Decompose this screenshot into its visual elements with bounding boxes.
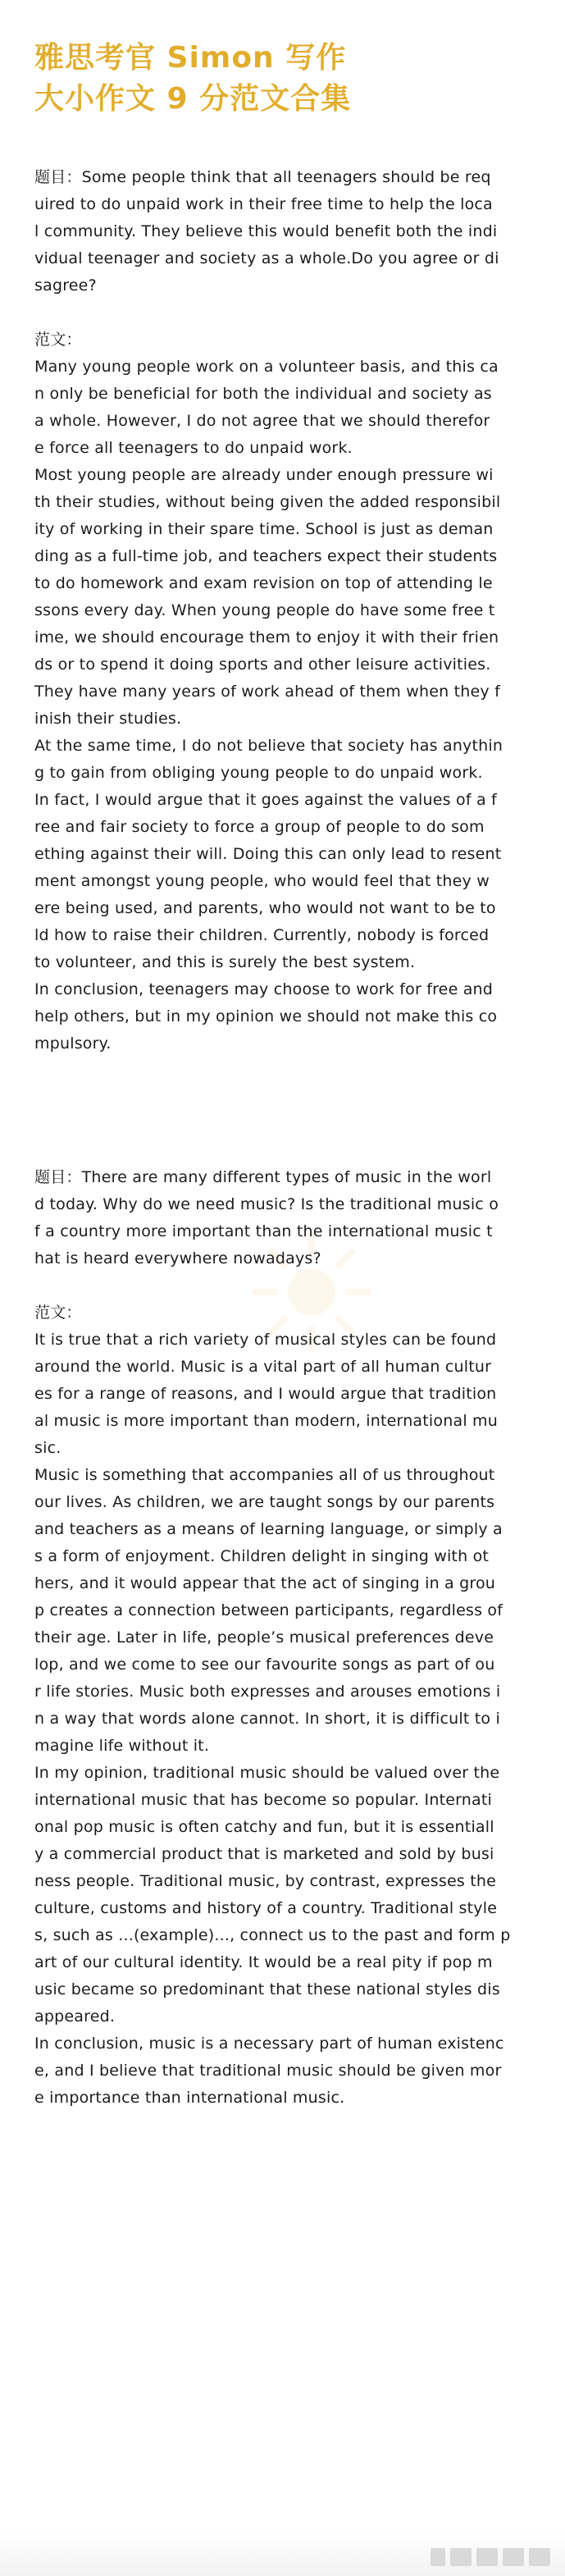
body-line: e, and I believe that traditional music should be given mor [34,2062,502,2080]
body-line: In my opinion, traditional music should be valued over the [34,1764,500,1782]
body-line: ds or to spend it doing sports and other leisure activities. [34,655,491,674]
body-line: e importance than international music. [34,2089,345,2107]
essay-1-prompt [34,164,535,299]
prompt-line: uired to do unpaid work in their free time to help the loca [34,195,493,213]
toolbar-icon[interactable] [529,2548,550,2566]
body-line: hers, and it would appear that the act of singing in a grou [34,1574,496,1592]
body-line: th their studies, without being given the added responsibil [34,493,501,511]
body-line: inish their studies. [34,710,182,728]
body-line: usic became so predominant that these national styles dis [34,1980,500,1998]
body-line: es for a range of reasons, and I would argue that tradition [34,1385,497,1403]
body-line: In fact, I would argue that it goes against the values of a f [34,791,497,809]
essay-2-body [34,1327,535,2112]
body-line: our lives. As children, we are taught songs by our parents [34,1493,495,1511]
essay-content [34,164,535,2112]
body-line: around the world. Music is a vital part of all human cultur [34,1358,492,1376]
body-line: and teachers as a means of learning language, or simply a [34,1520,503,1538]
toolbar-icon[interactable] [503,2548,524,2566]
body-line: ere being used, and parents, who would not want to be to [34,899,496,917]
body-line: y a commercial product that is marketed and sold by busi [34,1845,494,1863]
bottom-bar [0,2533,565,2576]
body-line: international music that has become so popular. Internati [34,1791,492,1809]
prompt-line: 题目：There are many different types of music in the worl [34,1168,492,1186]
prompt-line: hat is heard everywhere nowadays? [34,1249,321,1267]
body-line: s a form of enjoyment. Children delight in singing with ot [34,1547,490,1565]
body-line: They have many years of work ahead of them when they f [34,683,500,701]
body-line: ity of working in their spare time. School is just as deman [34,520,494,538]
body-line: s, such as ...(example)..., connect us to the past and form p [34,1926,511,1944]
body-line: r life stories. Music both expresses and arouses emotions i [34,1683,501,1701]
body-line: ething against their will. Doing this can only lead to resent [34,845,502,863]
essay-2-prompt [34,1164,535,1272]
body-line: ding as a full-time job, and teachers expect their students [34,547,498,565]
body-line: p creates a connection between participants, regardless of [34,1601,503,1619]
body-line: help others, but in my opinion we should not make this co [34,1007,498,1025]
prompt-line: l community. They believe this would benefit both the indi [34,222,498,240]
body-line: sic. [34,1439,62,1457]
body-line: Music is something that accompanies all of us throughout [34,1466,495,1484]
body-line: n only be beneficial for both the individual and society as [34,385,492,403]
toolbar-icon[interactable] [431,2548,445,2566]
title-line-2: 大小作文 9 分范文合集 [34,82,352,116]
body-line: e force all teenagers to do unpaid work. [34,439,353,457]
prompt-line: sagree? [34,276,97,295]
body-line: ssons every day. When young people do have some free t [34,601,495,619]
essay-1-body [34,354,535,1057]
body-line: magine life without it. [34,1737,210,1755]
body-line: to do homework and exam revision on top of attending le [34,574,493,592]
body-line: art of our cultural identity. It would be a real pity if pop m [34,1953,493,1971]
body-line: ime, we should encourage them to enjoy it with their frien [34,628,499,646]
body-line: It is true that a rich variety of musical styles can be found [34,1331,497,1349]
body-line: mpulsory. [34,1035,112,1053]
title-line-1: 雅思考官 Simon 写作 [34,41,347,75]
body-line: al music is more important than modern, international mu [34,1412,498,1430]
body-line: Many young people work on a volunteer basis, and this ca [34,358,499,376]
body-line: culture, customs and history of a country. Traditional style [34,1899,498,1917]
prompt-line: vidual teenager and society as a whole.Do you agree or di [34,249,499,267]
body-line: n a way that words alone cannot. In short, it is difficult to i [34,1710,500,1728]
prompt-line: 题目：Some people think that all teenagers should be req [34,168,491,186]
body-line: g to gain from obliging young people to do unpaid work. [34,764,483,782]
body-line: lop, and we come to see our favourite songs as part of ou [34,1656,495,1674]
body-line: onal pop music is often catchy and fun, but it is essentiall [34,1818,494,1836]
bottom-icons [431,2548,550,2566]
body-line: ld how to raise their children. Currently, nobody is forced [34,926,490,944]
body-line: In conclusion, music is a necessary part of human existenc [34,2035,504,2053]
body-line: to volunteer, and this is surely the best system. [34,953,416,971]
body-line: ness people. Traditional music, by contrast, expresses the [34,1872,497,1890]
prompt-line: d today. Why do we need music? Is the traditional music o [34,1195,499,1213]
body-line: In conclusion, teenagers may choose to work for free and [34,980,494,998]
toolbar-icon[interactable] [450,2548,472,2566]
body-line: ree and fair society to force a group of people to do som [34,818,485,836]
essay-2-sample-label: 范文： [34,1304,82,1322]
body-line: Most young people are already under enough pressure wi [34,466,494,484]
body-line: ment amongst young people, who would feel that they w [34,872,490,890]
toolbar-icon[interactable] [476,2548,498,2566]
body-line: a whole. However, I do not agree that we should therefor [34,412,490,430]
prompt-line: f a country more important than the international music t [34,1222,493,1240]
essay-1-sample-label: 范文： [34,331,82,349]
body-line: appeared. [34,2007,116,2026]
body-line: their age. Later in life, people’s musical preferences deve [34,1628,494,1647]
body-line: At the same time, I do not believe that society has anythin [34,737,503,755]
header [34,38,351,120]
